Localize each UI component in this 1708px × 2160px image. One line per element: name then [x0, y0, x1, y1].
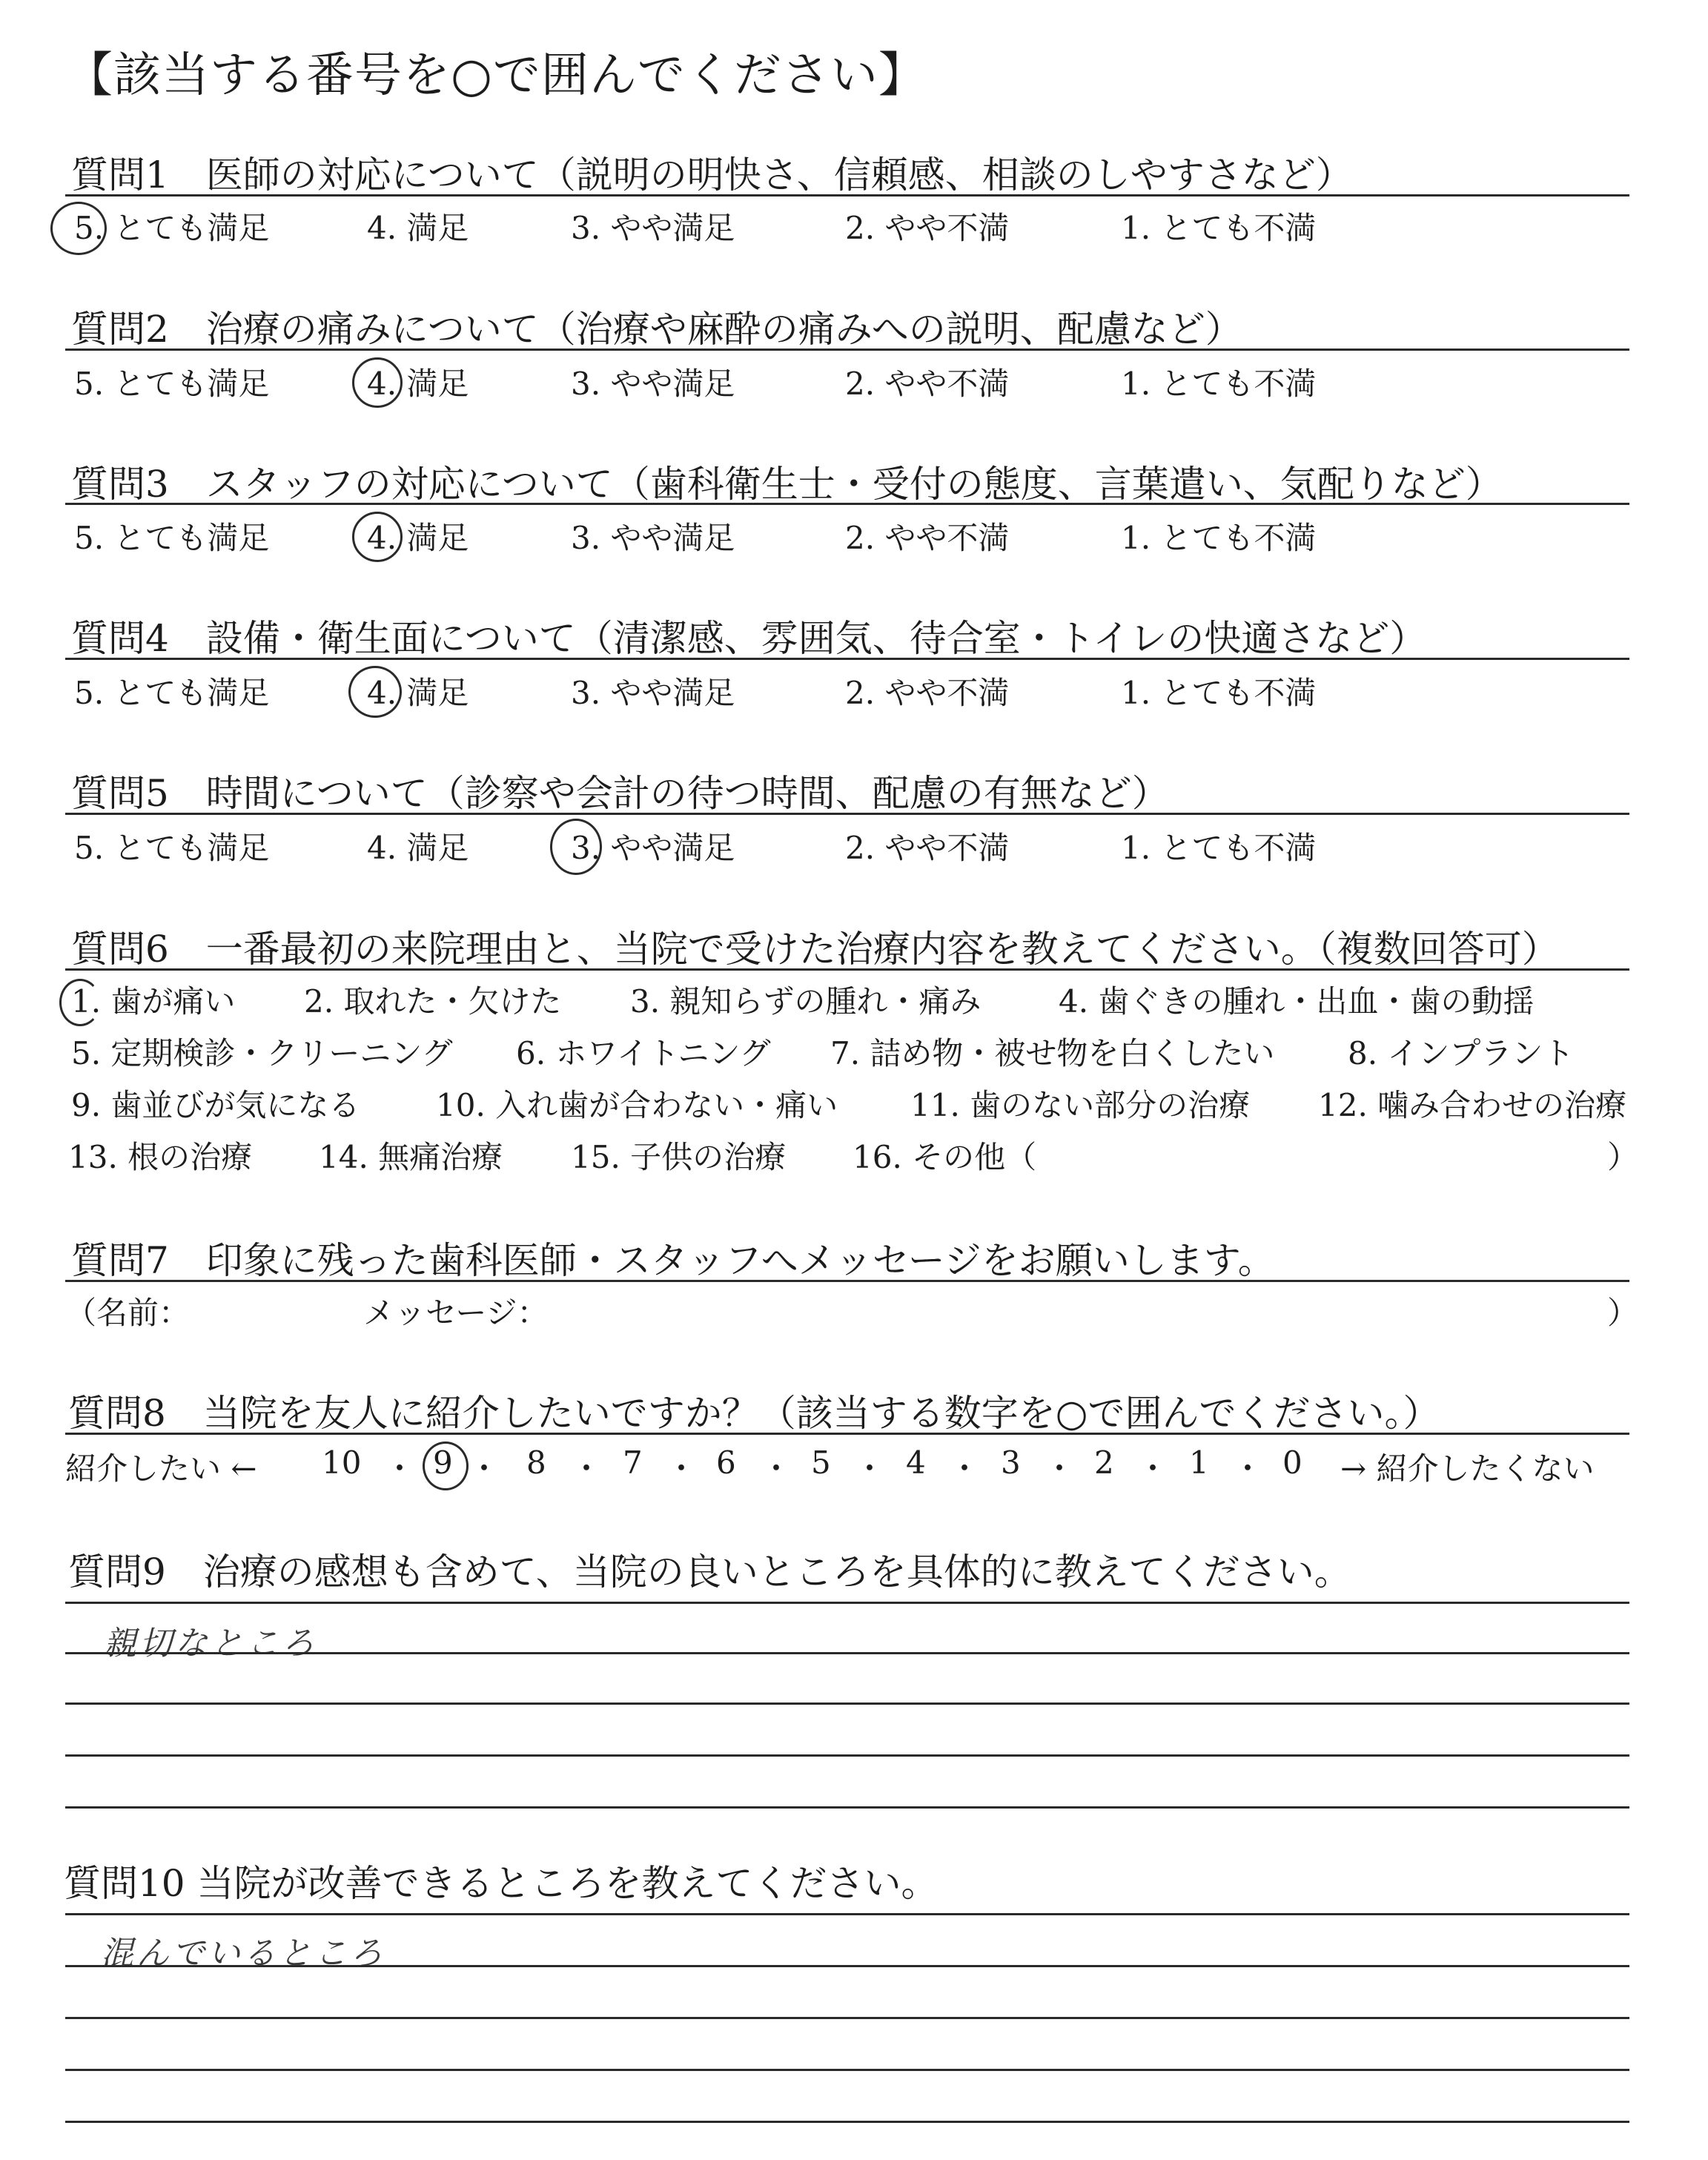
- q1-option-2[interactable]: 2. やや不満: [845, 210, 1010, 246]
- q8-dot: ・: [1232, 1450, 1264, 1487]
- q6-option-11[interactable]: 11. 歯のない部分の治療: [910, 1087, 1251, 1123]
- q8-number-2[interactable]: 2: [1094, 1444, 1114, 1481]
- q4-option-4[interactable]: 4. 満足: [367, 675, 469, 711]
- question-3-title: 質問3 スタッフの対応について（歯科衛生士・受付の態度、言葉遣い、気配りなど）: [71, 463, 1503, 506]
- q8-number-5[interactable]: 5: [811, 1444, 831, 1481]
- q8-dot: ・: [1044, 1450, 1076, 1487]
- q6-option-1[interactable]: 1. 歯が痛い: [71, 983, 236, 1020]
- q3-option-1[interactable]: 1. とても不満: [1121, 520, 1317, 556]
- question-10-title: 質問10 当院が改善できるところを教えてください。: [64, 1862, 939, 1905]
- q5-option-3[interactable]: 3. やや満足: [571, 830, 735, 866]
- q6-answer-circle: [59, 979, 101, 1026]
- q3-option-2[interactable]: 2. やや不満: [845, 520, 1010, 556]
- q6-option-7[interactable]: 7. 詰め物・被せ物を白くしたい: [830, 1035, 1275, 1071]
- q6-option-14[interactable]: 14. 無痛治療: [319, 1139, 503, 1175]
- q8-number-7[interactable]: 7: [623, 1444, 643, 1481]
- question-4-title: 質問4 設備・衛生面について（清潔感、雰囲気、待合室・トイレの快適さなど）: [71, 617, 1427, 660]
- q8-answer-circle: [423, 1441, 469, 1490]
- q1-option-3[interactable]: 3. やや満足: [571, 210, 735, 246]
- q8-number-9[interactable]: 9: [433, 1444, 453, 1481]
- question-6-title: 質問6 一番最初の来院理由と、当院で受けた治療内容を教えてください。（複数回答可）: [71, 928, 1559, 971]
- question-8-rule: [65, 1433, 1629, 1435]
- q8-dot: ・: [666, 1450, 698, 1487]
- q8-dot: ・: [761, 1450, 792, 1487]
- question-4-rule: [65, 658, 1629, 660]
- q10-line-2: [65, 1965, 1629, 1967]
- question-9-title: 質問9 治療の感想も含めて、当院の良いところを具体的に教えてください。: [68, 1550, 1351, 1593]
- question-7-rule: [65, 1280, 1629, 1282]
- question-5-title: 質問5 時間について（診察や会計の待つ時間、配慮の有無など）: [71, 772, 1169, 815]
- q5-option-5[interactable]: 5. とても満足: [74, 830, 270, 866]
- q2-option-2[interactable]: 2. やや不満: [845, 366, 1010, 402]
- q6-option-6[interactable]: 6. ホワイトニング: [516, 1035, 771, 1071]
- q1-answer-circle: [50, 202, 107, 255]
- q4-option-5[interactable]: 5. とても満足: [74, 675, 270, 711]
- q10-line-4: [65, 2069, 1629, 2071]
- q4-option-1[interactable]: 1. とても不満: [1121, 675, 1317, 711]
- q2-option-1[interactable]: 1. とても不満: [1121, 366, 1317, 402]
- q9-line-5: [65, 1806, 1629, 1809]
- q3-option-3[interactable]: 3. やや満足: [571, 520, 735, 556]
- q8-number-10[interactable]: 10: [322, 1444, 362, 1481]
- q3-answer-circle: [352, 512, 403, 562]
- q3-option-5[interactable]: 5. とても満足: [74, 520, 270, 556]
- q5-option-1[interactable]: 1. とても不満: [1121, 830, 1317, 866]
- q7-message-label: メッセージ：: [363, 1295, 549, 1331]
- q10-line-3: [65, 2017, 1629, 2019]
- q3-option-4[interactable]: 4. 満足: [367, 520, 469, 556]
- q9-line-3: [65, 1702, 1629, 1705]
- q9-line-1: [65, 1602, 1629, 1604]
- q8-dot: ・: [384, 1450, 416, 1487]
- q6-option-2[interactable]: 2. 取れた・欠けた: [304, 983, 562, 1020]
- q8-number-4[interactable]: 4: [906, 1444, 926, 1481]
- question-3-rule: [65, 503, 1629, 505]
- q1-option-4[interactable]: 4. 満足: [367, 210, 469, 246]
- q8-number-6[interactable]: 6: [716, 1444, 736, 1481]
- q6-option-5[interactable]: 5. 定期検診・クリーニング: [71, 1035, 453, 1071]
- question-1-rule: [65, 194, 1629, 196]
- q8-dot: ・: [949, 1450, 981, 1487]
- q6-option-4[interactable]: 4. 歯ぐきの腫れ・出血・歯の動揺: [1059, 983, 1535, 1020]
- question-2-rule: [65, 349, 1629, 351]
- q7-name-label: （名前：: [65, 1295, 191, 1331]
- q6-option-12[interactable]: 12. 噛み合わせの治療: [1318, 1087, 1627, 1123]
- q8-left-label: 紹介したい ←: [65, 1450, 257, 1487]
- q8-right-label: → 紹介したくない: [1340, 1450, 1595, 1487]
- q2-answer-circle: [352, 357, 403, 408]
- q4-option-2[interactable]: 2. やや不満: [845, 675, 1010, 711]
- q6-option-16[interactable]: 16. その他（: [853, 1139, 1037, 1175]
- q6-option-13[interactable]: 13. 根の治療: [68, 1139, 253, 1175]
- page-heading: 【該当する番号を○で囲んでください】: [65, 48, 927, 103]
- q10-line-1: [65, 1913, 1629, 1915]
- q4-answer-circle: [348, 666, 402, 718]
- q8-number-1[interactable]: 1: [1189, 1444, 1209, 1481]
- question-2-title: 質問2 治療の痛みについて（治療や麻酔の痛みへの説明、配慮など）: [71, 308, 1242, 351]
- q6-other-close: ）: [1607, 1139, 1639, 1175]
- question-6-rule: [65, 968, 1629, 971]
- question-5-rule: [65, 813, 1629, 815]
- q8-dot: ・: [854, 1450, 886, 1487]
- q9-line-4: [65, 1754, 1629, 1757]
- q1-option-5[interactable]: 5. とても満足: [74, 210, 270, 246]
- q8-dot: ・: [469, 1450, 500, 1487]
- q5-option-4[interactable]: 4. 満足: [367, 830, 469, 866]
- q8-number-3[interactable]: 3: [1001, 1444, 1021, 1481]
- q8-dot: ・: [571, 1450, 603, 1487]
- q10-line-5: [65, 2121, 1629, 2123]
- question-1-title: 質問1 医師の対応について（説明の明快さ、信頼感、相談のしやすさなど）: [71, 153, 1353, 196]
- q5-option-2[interactable]: 2. やや不満: [845, 830, 1010, 866]
- q4-option-3[interactable]: 3. やや満足: [571, 675, 735, 711]
- q6-option-3[interactable]: 3. 親知らずの腫れ・痛み: [630, 983, 982, 1020]
- q8-number-0[interactable]: 0: [1282, 1444, 1302, 1481]
- question-7-title: 質問7 印象に残った歯科医師・スタッフへメッセージをお願いします。: [71, 1239, 1275, 1282]
- q9-line-2: [65, 1652, 1629, 1654]
- q2-option-3[interactable]: 3. やや満足: [571, 366, 735, 402]
- q1-option-1[interactable]: 1. とても不満: [1121, 210, 1317, 246]
- q8-number-8[interactable]: 8: [526, 1444, 546, 1481]
- q10-handwritten-answer[interactable]: 混んでいるところ: [101, 1935, 385, 1972]
- q2-option-5[interactable]: 5. とても満足: [74, 366, 270, 402]
- q6-option-15[interactable]: 15. 子供の治療: [571, 1139, 787, 1175]
- q6-option-9[interactable]: 9. 歯並びが気になる: [71, 1087, 360, 1123]
- q6-option-10[interactable]: 10. 入れ歯が合わない・痛い: [436, 1087, 838, 1123]
- q2-option-4[interactable]: 4. 満足: [367, 366, 469, 402]
- q6-option-8[interactable]: 8. インプラント: [1348, 1035, 1575, 1071]
- q5-answer-circle: [550, 819, 602, 875]
- q8-dot: ・: [1137, 1450, 1169, 1487]
- q9-handwritten-answer[interactable]: 親切なところ: [104, 1625, 317, 1662]
- q7-close-paren: ）: [1607, 1295, 1639, 1331]
- question-8-title: 質問8 当院を友人に紹介したいですか？（該当する数字を○で囲んでください。）: [68, 1392, 1440, 1435]
